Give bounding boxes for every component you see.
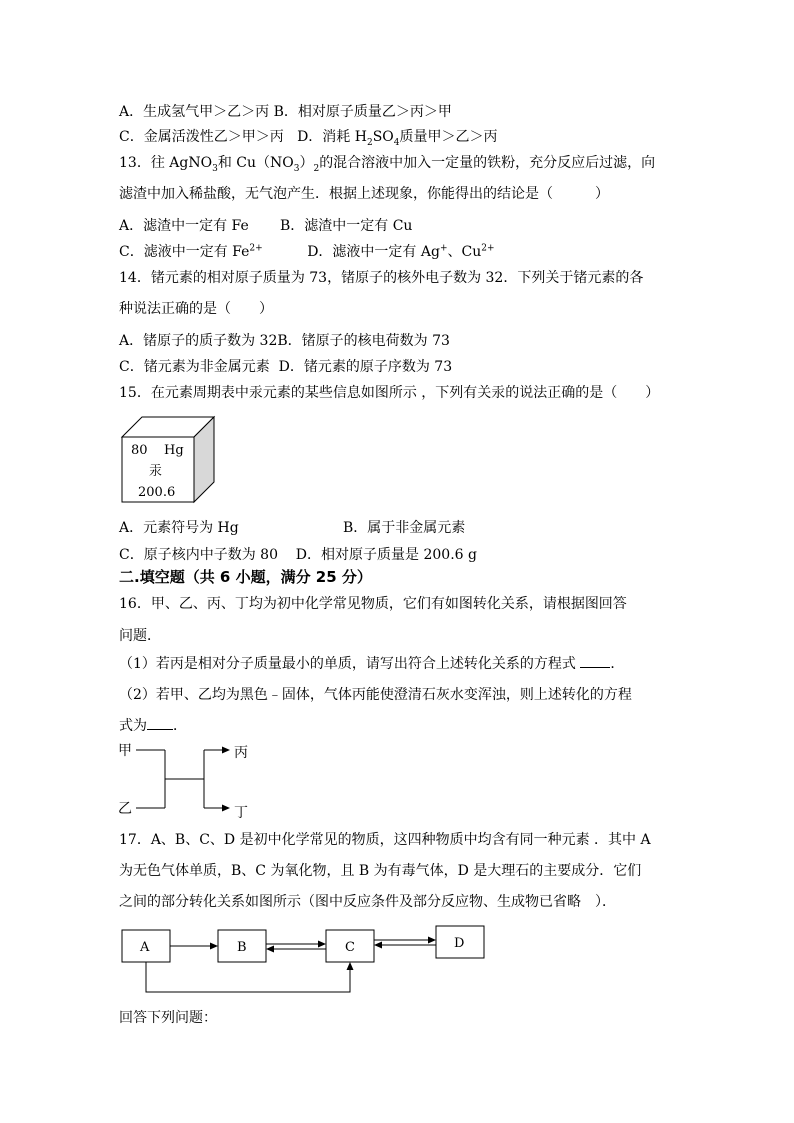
arrow-to-ding [222, 805, 230, 812]
q12-option-a: A．生成氢气甲＞乙＞丙 [119, 104, 270, 120]
q15-option-b: B．属于非金属元素 [343, 520, 466, 536]
arrow-d-to-c [374, 942, 382, 949]
label-d: D [454, 936, 465, 951]
q17-conversion-diagram [118, 922, 490, 998]
q17-answer-prompt: 回答下列问题： [119, 1010, 217, 1026]
q13-stem-line-1: 13．往 AgNO$_3$和 $Cu(NO_3)_2$的混合溶液中加入一定量的铁粉，充分反应后过滤，向 [119, 155, 656, 174]
node-jia: 甲 [118, 743, 132, 759]
q17-stem-line-1: 17．A、B、C、D 是初中化学常见的物质，这四种物质中均含有同一种元素 ．其中 A [119, 832, 651, 848]
q12-option-row-1 [119, 102, 452, 122]
q14-stem-line-1: 14．锗元素的相对原子质量为 73，锗原子的核外电子数为 32．下列关于锗元素的各 [119, 270, 644, 286]
arrow-b-to-c [318, 941, 326, 948]
q16-part-1: （1）若丙是相对分子质量最小的单质，请写出符合上述转化关系的方程式 ． [119, 656, 625, 672]
element-name: 汞 [149, 464, 163, 479]
q14-options-ab: A．锗原子的质子数为 32B．锗原子的核电荷数为 73 [119, 333, 450, 349]
section-2-heading: 二.填空题（共 6 小题，满分 25 分） [119, 568, 372, 586]
q17-stem-line-2: 为无色气体单质，B、C 为氧化物，且 B 为有毒气体，D 是大理石的主要成分．它们 [119, 863, 642, 879]
q15-option-c: C．原子核内中子数为 80 [119, 547, 278, 563]
atomic-number: 80 [131, 443, 148, 458]
arrow-to-bing [222, 747, 230, 754]
q13-options-cd [119, 242, 495, 262]
q15-option-d: D．相对原子质量是 200.6 g [295, 547, 477, 563]
q15-options-cd [119, 545, 477, 565]
element-symbol: Hg [164, 443, 184, 458]
q16-part-2-line-1: （2）若甲、乙均为黑色﹣固体，气体丙能使澄清石灰水变浑浊，则上述转化的方程 [119, 687, 632, 703]
q16-answer-blank-1[interactable] [580, 655, 610, 668]
arrow-a-to-c [347, 962, 354, 970]
q13-option-c: C．滤液中一定有 $Fe^{2+}$ [119, 243, 263, 260]
atomic-mass: 200.6 [138, 485, 176, 500]
q16-stem-line-2: 问题． [119, 628, 161, 644]
q15-option-a: A．元素符号为 Hg [119, 520, 239, 536]
arrow-c-to-b [266, 946, 274, 953]
label-c: C [345, 940, 355, 955]
node-bing: 丙 [234, 745, 248, 761]
node-ding: 丁 [234, 805, 248, 820]
label-a: A [140, 940, 150, 955]
q15-options-ab [119, 518, 466, 538]
arrow-a-to-b [210, 943, 218, 950]
label-b: B [237, 940, 247, 955]
node-yi: 乙 [118, 801, 132, 817]
mercury-element-cell [118, 412, 218, 508]
q16-answer-blank-2[interactable] [147, 717, 173, 730]
q12-option-c: C．金属活泼性乙＞甲＞丙 [119, 129, 284, 145]
q12-option-d: D．消耗 $H_2SO_4$质量甲＞乙＞丙 [297, 129, 498, 148]
q12-option-b: B．相对原子质量乙＞丙＞甲 [273, 104, 452, 120]
q17-stem-line-3: 之间的部分转化关系如图所示（图中反应条件及部分反应物、生成物已省略 ）． [119, 894, 616, 910]
q14-stem-line-2: 种说法正确的是（ ） [119, 301, 273, 317]
q15-stem: 15．在元素周期表中汞元素的某些信息如图所示 ，下列有关汞的说法正确的是（ ） [119, 385, 660, 401]
q14-options-cd: C．锗元素为非金属元素 D．锗元素的原子序数为 73 [119, 359, 453, 375]
q12-option-row-2 [119, 127, 498, 147]
q13-option-b: B．滤渣中一定有 Cu [279, 218, 413, 234]
q13-options-ab [119, 216, 412, 236]
q16-stem-line-1: 16．甲、乙、丙、丁均为初中化学常见物质，它们有如图转化关系，请根据图回答 [119, 596, 627, 612]
q16-conversion-diagram [116, 738, 266, 820]
arrow-c-to-d [428, 937, 436, 944]
q16-part-2-line-2: 式为 ． [119, 718, 187, 734]
q13-stem-line-2: 滤渣中加入稀盐酸，无气泡产生．根据上述现象，你能得出的结论是（ ） [119, 186, 609, 202]
q13-option-a: A．滤渣中一定有 Fe [119, 218, 249, 234]
q13-option-d: D．滤液中一定有 Ag+、$Cu^{2+}$ [307, 243, 495, 260]
